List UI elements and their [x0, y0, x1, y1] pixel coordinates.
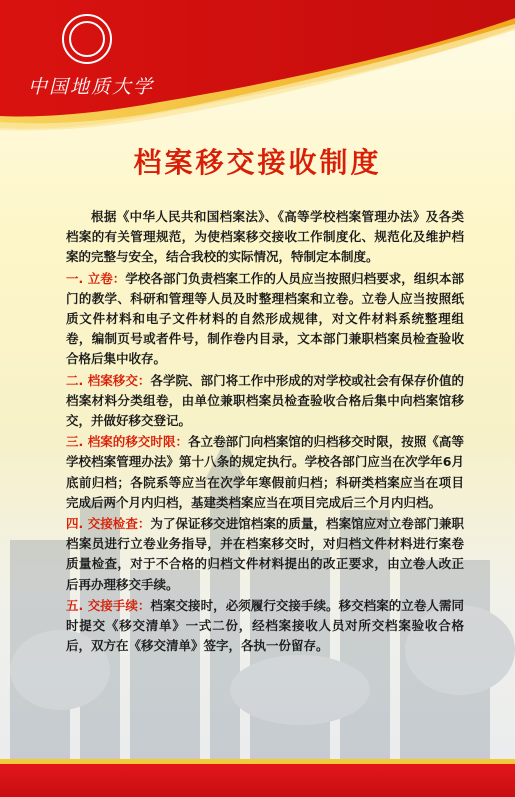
section-1 [66, 269, 464, 370]
intro-paragraph: 根据《中华人民共和国档案法》、《高等学校档案管理办法》及各类档案的有关管理规范，为使档案移交接收工作制度化、规范化及维护档案的完整与安全，结合我校的实际情况，特制定本制度。 [66, 209, 464, 265]
section-text: 学校各部门负责档案工作的人员应当按照归档要求，组织本部门的教学、科研和管理等人员及时整理档案和立卷。立卷人应当按照纸质文件材料和电子文件材料的自然形成规律，对文件材料系统整理组卷，编制页号或者件号，制作卷内目录，文本部门兼职档案员检查验收合格后集中收存。 [66, 270, 464, 367]
bottom-red-bar [0, 764, 515, 797]
section-4 [66, 514, 464, 595]
section-text: 各学院、部门将工作中形成的对学校或社会有保存价值的档案材料分类组卷，由单位兼职档案员检查验收合格后集中向档案馆移交，并做好移交登记。 [66, 372, 464, 429]
section-text: 各立卷部门向档案馆的归档移交时限，按照《高等学校档案管理办法》第十八条的规定执行。学校各部门应当在次学年6月底前归档；各院系等应当在次学年寒假前归档；科研类档案应当在项目完成后两个月内归档，基建类档案应当在项目完成后三个月内归档。 [66, 434, 464, 510]
university-logo [62, 14, 112, 64]
section-text: 为了保证移交进馆档案的质量，档案馆应对立卷部门兼职档案员进行立卷业务指导，并在档案移交时，对归档文件材料进行案卷质量检查，对于不合格的归档文件材料提出的改正要求，由立卷人改正后再办理移交手续。 [66, 516, 464, 592]
logo-emblem-icon [69, 21, 105, 57]
section-heading: 三. 档案的移交时限： [66, 434, 189, 450]
section-2 [66, 371, 464, 432]
section-3 [66, 432, 464, 513]
section-text: 档案交接时，必须履行交接手续。移交档案的立卷人需同时提交《移交清单》一式二份，经档案接收人员对所交档案验收合格后，双方在《移交清单》签字，各执一份留存。 [66, 597, 464, 654]
section-heading: 二. 档案移交： [66, 372, 151, 388]
section-heading: 五. 交接手续： [66, 597, 151, 613]
page-title: 档案移交接收制度 [133, 146, 382, 179]
section-heading: 四. 交接检查： [66, 516, 151, 532]
document-body [66, 207, 464, 657]
section-heading: 一. 立卷： [66, 270, 126, 286]
section-5 [66, 596, 464, 657]
university-name: 中国地质大学 [28, 76, 155, 98]
